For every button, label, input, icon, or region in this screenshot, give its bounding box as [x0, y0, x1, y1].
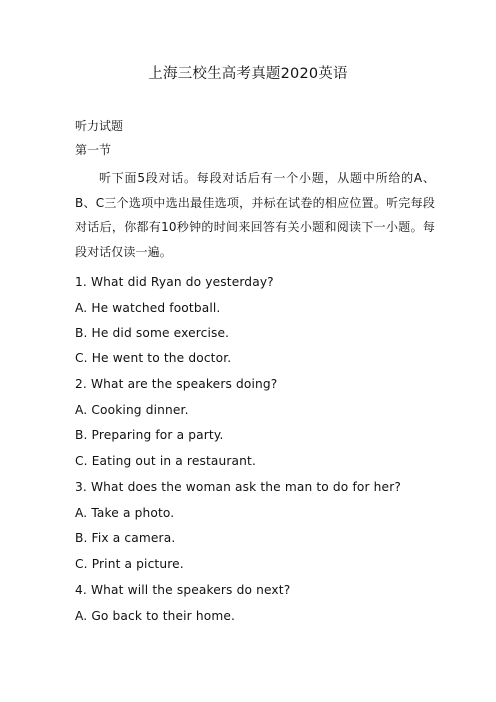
question-3-option-b: B. Fix a camera. — [75, 531, 176, 545]
question-2-option-a: A. Cooking dinner. — [75, 403, 189, 417]
question-3-option-a: A. Take a photo. — [75, 506, 175, 520]
question-3-option-c: C. Print a picture. — [75, 557, 184, 571]
question-1-option-a: A. He watched football. — [75, 301, 221, 315]
question-4-option-a: A. Go back to their home. — [75, 609, 236, 623]
instructions-paragraph: 听下面5段对话。每段对话后有一个小题，从题中所给的A、B、C三个选项中选出最佳选项，并标在试卷的相应位置。听完每段对话后，你都有10秒钟的时间来回答有关小题和阅读下一小题。每段对话仅读一遍。 — [75, 171, 435, 259]
question-4-stem: 4. What will the speakers do next? — [75, 583, 291, 597]
document-title: 上海三校生高考真题2020英语 — [148, 66, 348, 82]
question-1-option-b: B. He did some exercise. — [75, 326, 230, 340]
question-2-option-b: B. Preparing for a party. — [75, 428, 224, 442]
question-1-option-c: C. He went to the doctor. — [75, 351, 232, 365]
question-3-stem: 3. What does the woman ask the man to do for her? — [75, 480, 401, 494]
question-1-stem: 1. What did Ryan do yesterday? — [75, 275, 274, 289]
section-heading: 听力试题 — [75, 119, 124, 133]
part-heading: 第一节 — [75, 143, 112, 157]
question-2-option-c: C. Eating out in a restaurant. — [75, 454, 257, 468]
question-2-stem: 2. What are the speakers doing? — [75, 377, 278, 391]
